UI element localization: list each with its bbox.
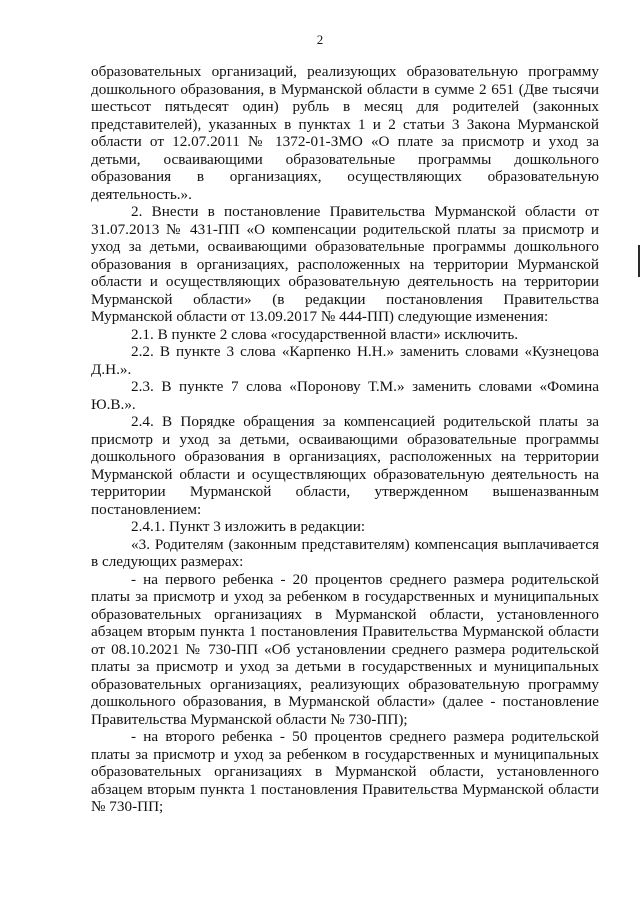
page-number: 2: [316, 32, 324, 47]
paragraph-item-2-4-1: 2.4.1. Пункт 3 изложить в редакции:: [131, 518, 366, 535]
paragraph-item-2-2: 2.2. В пункте 3 слова «Карпенко Н.Н.» заменить словами «Кузнецова Д.Н.».: [91, 343, 599, 378]
paragraph-second-child: - на второго ребенка - 50 процентов среднего размера родительской платы за присмотр и уход за ребенком в государственных и муниципальных образовательных организациях в Мурманской области, установленного абзацем вторым пункта 1 постановления Правительства Мурманской области № 730-ПП;: [91, 728, 599, 815]
paragraph-item-2: 2. Внести в постановление Правительства Мурманской области от 31.07.2013 № 431-ПП «О компенсации родительской платы за присмотр и уход за детьми, осваивающими образовательные программы дошкольного образования в организациях, расположенных на территории Мурманской области и осуществляющих образовательную деятельность на территории Мурманской области» (в редакции постановления Правительства Мурманской области от 13.09.2017 № 444-ПП) следующие изменения:: [91, 203, 599, 325]
paragraph-quote-item-3: «3. Родителям (законным представителям) компенсация выплачивается в следующих размерах:: [91, 535, 599, 570]
paragraph-item-2-1: 2.1. В пункте 2 слова «государственной власти» исключить.: [131, 325, 519, 343]
paragraph-continuation: образовательных организаций, реализующих образовательную программу дошкольного образования, в Мурманской области в сумме 2 651 (Две тысячи шестьсот пятьдесят один) рубль в месяц для родителей (законных представителей), указанных в пунктах 1 и 2 статьи 3 Закона Мурманской области от 12.07.2011 № 1372-01-ЗМО «О плате за присмотр и уход за детьми, осваивающими образовательные программы дошкольного образования в организациях, осуществляющих образовательную деятельность.».: [91, 63, 599, 203]
document-body: [91, 63, 599, 816]
paragraph-item-2-4: 2.4. В Порядке обращения за компенсацией родительской платы за присмотр и уход за детьми, осваивающими образовательные программы дошкольного образования в организациях, расположенных на территории Мурманской области и осуществляющих образовательную деятельность на территории Мурманской области, утвержденном вышеназванным постановлением:: [91, 413, 599, 518]
paragraph-first-child: - на первого ребенка - 20 процентов среднего размера родительской платы за присмотр и уход за ребенком в государственных и муниципальных образовательных организациях в Мурманской области, установленного абзацем вторым пункта 1 постановления Правительства Мурманской области от 08.10.2021 № 730-ПП «Об установлении среднего размера родительской платы за присмотр и уход за детьми в государственных и муниципальных образовательных организациях, реализующих образовательную программу дошкольного образования, в Мурманской области» (далее - постановление Правительства Мурманской области № 730-ПП);: [91, 570, 599, 728]
paragraph-item-2-3: 2.3. В пункте 7 слова «Поронову Т.М.» заменить словами «Фомина Ю.В.».: [91, 378, 599, 413]
